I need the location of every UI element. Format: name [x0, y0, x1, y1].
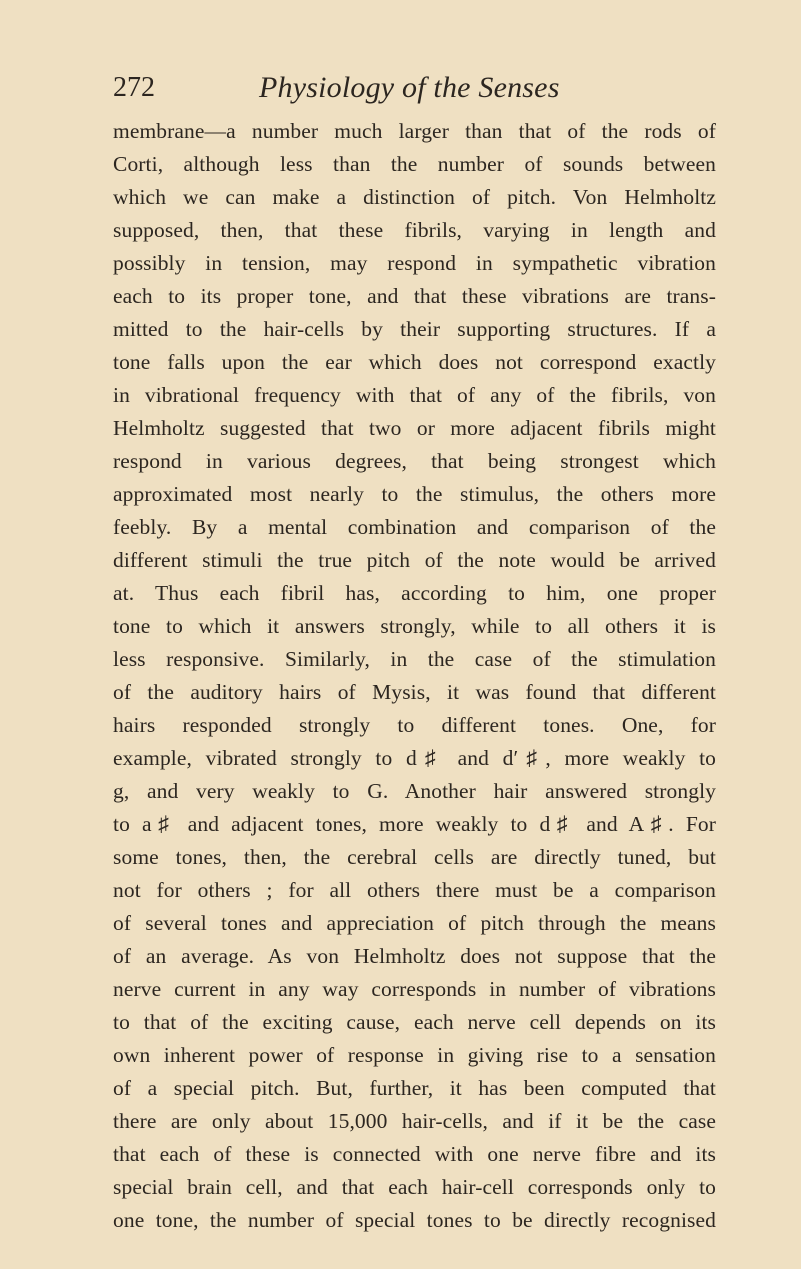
text-line: feebly. By a mental combination and comparison of the — [113, 515, 716, 539]
text-line: each to its proper tone, and that these vibrations are trans- — [113, 284, 716, 308]
text-line: nerve current in any way corresponds in number of vibrations — [113, 977, 716, 1001]
text-line: in vibrational frequency with that of any of the fibrils, von — [113, 383, 716, 407]
text-line: Helmholtz suggested that two or more adjacent fibrils might — [113, 416, 716, 440]
text-line: Corti, although less than the number of sounds between — [113, 152, 716, 176]
text-line: supposed, then, that these fibrils, varying in length and — [113, 218, 716, 242]
text-line: possibly in tension, may respond in sympathetic vibration — [113, 251, 716, 275]
text-line: of an average. As von Helmholtz does not suppose that the — [113, 944, 716, 968]
text-line: tone to which it answers strongly, while to all others it is — [113, 614, 716, 638]
text-line: one tone, the number of special tones to be directly recognised — [113, 1208, 716, 1232]
text-line: not for others ; for all others there must be a comparison — [113, 878, 716, 902]
text-line: to that of the exciting cause, each nerve cell depends on its — [113, 1010, 716, 1034]
text-line: membrane—a number much larger than that of the rods of — [113, 119, 716, 143]
text-line: g, and very weakly to G. Another hair answered strongly — [113, 779, 716, 803]
text-line: of several tones and appreciation of pitch through the means — [113, 911, 716, 935]
text-line: at. Thus each fibril has, according to him, one proper — [113, 581, 716, 605]
page-number: 272 — [113, 72, 155, 103]
page-header — [113, 68, 713, 108]
running-title: Physiology of the Senses — [259, 71, 560, 104]
text-line: to a♯ and adjacent tones, more weakly to d♯ and A♯. For — [113, 812, 716, 836]
text-line: tone falls upon the ear which does not correspond exactly — [113, 350, 716, 374]
text-line: respond in various degrees, that being strongest which — [113, 449, 716, 473]
text-line: special brain cell, and that each hair-cell corresponds only to — [113, 1175, 716, 1199]
text-line: example, vibrated strongly to d♯ and d′♯, more weakly to — [113, 746, 716, 770]
text-line: some tones, then, the cerebral cells are directly tuned, but — [113, 845, 716, 869]
text-line: own inherent power of response in giving rise to a sensation — [113, 1043, 716, 1067]
body-text — [113, 115, 716, 1237]
text-line: of a special pitch. But, further, it has been computed that — [113, 1076, 716, 1100]
text-line: mitted to the hair-cells by their supporting structures. If a — [113, 317, 716, 341]
text-line: of the auditory hairs of Mysis, it was found that different — [113, 680, 716, 704]
text-line: that each of these is connected with one nerve fibre and its — [113, 1142, 716, 1166]
text-line: approximated most nearly to the stimulus, the others more — [113, 482, 716, 506]
text-line: which we can make a distinction of pitch. Von Helmholtz — [113, 185, 716, 209]
text-line: less responsive. Similarly, in the case of the stimulation — [113, 647, 716, 671]
text-line: there are only about 15,000 hair-cells, and if it be the case — [113, 1109, 716, 1133]
text-line: hairs responded strongly to different tones. One, for — [113, 713, 716, 737]
text-line: different stimuli the true pitch of the note would be arrived — [113, 548, 716, 572]
